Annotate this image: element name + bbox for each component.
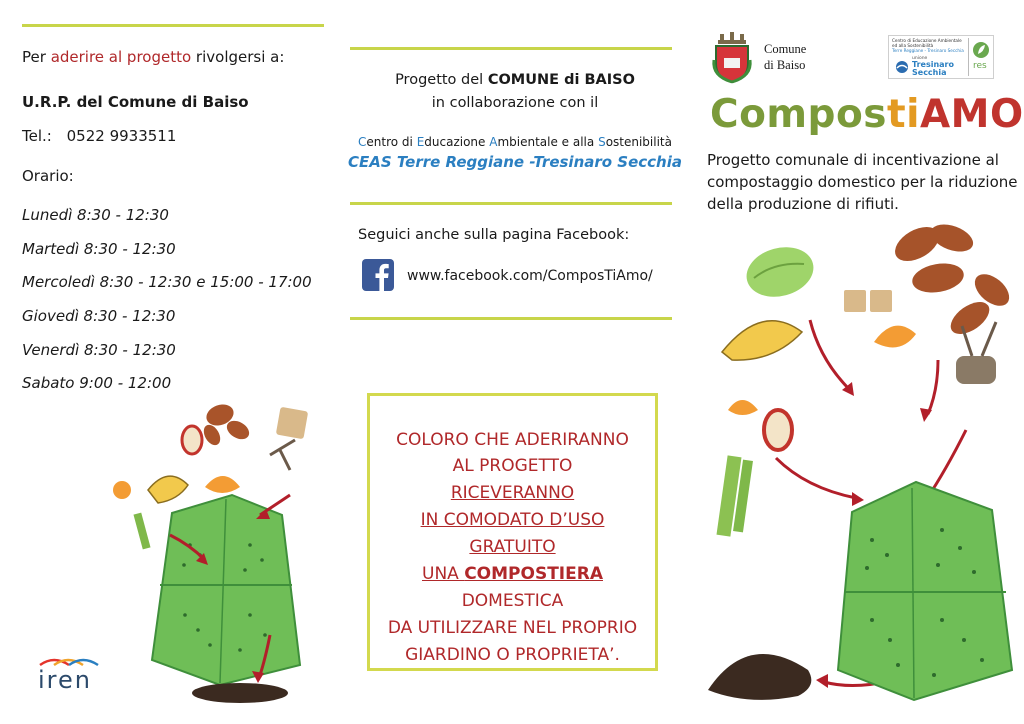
tel-value: 0522 9933511	[66, 127, 177, 145]
ceas-part-2: ducazione	[424, 135, 490, 149]
promo-line-9: GIARDINO O PROPRIETA’.	[405, 645, 620, 665]
comune-crest-icon	[712, 30, 752, 84]
title-amo: AMO	[920, 92, 1024, 137]
middle-panel	[340, 0, 690, 724]
title-ti: ti	[886, 92, 920, 137]
tresinaro-swoosh-icon	[895, 60, 909, 74]
hours-thursday: Giovedì 8:30 - 12:30	[22, 307, 176, 325]
project-line	[340, 72, 690, 88]
tel-label: Tel.:	[22, 127, 52, 145]
comune-line-2: di Baiso	[764, 58, 806, 72]
ceas-name: CEAS Terre Reggiane -Tresinaro Secchia	[347, 153, 682, 171]
promo-line-2: AL PROGETTO	[452, 456, 573, 476]
hours-label: Orario:	[22, 167, 74, 185]
intro-before: Per	[22, 48, 51, 66]
promo-line-8: DA UTILIZZARE NEL PROPRIO	[387, 618, 638, 638]
promo-line-6	[370, 564, 655, 584]
project-prefix: Progetto del	[395, 72, 488, 88]
office-name: U.R.P. del Comune di Baiso	[22, 93, 249, 111]
phone-line	[22, 127, 176, 145]
project-bold: COMUNE di BAISO	[487, 72, 635, 88]
compost-illustration-right	[702, 220, 1022, 720]
ceas-cap-e: E	[416, 135, 425, 149]
hours-wednesday: Mercoledì 8:30 - 12:30 e 15:00 - 17:00	[22, 273, 312, 291]
description-line-1: Progetto comunale di incentivazione al	[707, 151, 999, 169]
promo-line-3: RICEVERANNO	[450, 483, 575, 503]
intro-after: rivolgersi a:	[191, 48, 285, 66]
description-line-3: della produzione di rifiuti.	[707, 195, 899, 213]
iren-logo-mark	[38, 655, 100, 667]
rule-3	[350, 317, 672, 320]
promo-line-7: DOMESTICA	[461, 591, 564, 611]
ceas-logo-unione: unione	[912, 56, 928, 61]
hours-saturday: Sabato 9:00 - 12:00	[22, 374, 172, 392]
promo-line-6-prefix: UNA	[422, 564, 465, 584]
ceas-cap-c: C	[358, 135, 367, 149]
title-compos: Compos	[710, 92, 887, 137]
res-logo-text: res	[973, 61, 987, 71]
ceas-full-name	[340, 135, 690, 149]
collab-line: in collaborazione con il	[431, 95, 599, 111]
hours-friday: Venerdì 8:30 - 12:30	[22, 341, 176, 359]
facebook-icon[interactable]	[362, 259, 394, 291]
ceas-cap-s: S	[598, 135, 606, 149]
intro-accent: aderire al progetto	[50, 48, 192, 66]
facebook-link[interactable]: www.facebook.com/ComposTiAmo/	[407, 268, 653, 284]
ceas-logo-line-3: Terre Reggiane - Tresinaro Secchia	[892, 48, 964, 53]
compostiamo-title	[710, 92, 1024, 137]
ceas-cap-a: A	[489, 135, 498, 149]
ceas-logo-mark: Tresinaro Secchia	[912, 60, 954, 77]
ceas-logo-line-1: Centro di Educazione Ambientale	[892, 38, 962, 43]
contact-intro	[22, 48, 284, 66]
compost-illustration-left	[100, 395, 330, 705]
comune-line-1: Comune	[764, 42, 807, 56]
comune-label	[764, 41, 806, 73]
iren-logo	[38, 655, 100, 693]
hours-tuesday: Martedì 8:30 - 12:30	[22, 240, 176, 258]
rule-1	[350, 47, 672, 50]
ceas-logo-divider	[968, 38, 969, 76]
rule-2	[350, 202, 672, 205]
promo-line-1: COLORO CHE ADERIRANNO	[396, 430, 629, 450]
promo-box	[367, 393, 658, 671]
ceas-part-1: entro di	[366, 135, 417, 149]
ceas-logo	[888, 35, 994, 79]
facebook-follow: Seguici anche sulla pagina Facebook:	[358, 227, 630, 243]
left-panel	[0, 0, 340, 724]
hours-monday: Lunedì 8:30 - 12:30	[22, 206, 169, 224]
iren-logo-text: iren	[38, 666, 92, 694]
ceas-logo-text	[892, 38, 964, 53]
top-rule	[22, 24, 324, 27]
promo-line-6-bold: COMPOSTIERA	[464, 564, 603, 584]
res-leaf-icon	[972, 41, 990, 59]
promo-line-4: IN COMODATO D’USO	[420, 510, 605, 530]
ceas-logo-line-2: ed alla Sostenibilità	[892, 43, 934, 48]
ceas-part-3: mbientale e alla	[497, 135, 599, 149]
right-panel	[690, 0, 1024, 724]
ceas-part-4: ostenibilità	[605, 135, 672, 149]
promo-line-5: GRATUITO	[469, 537, 556, 557]
description-line-2: compostaggio domestico per la riduzione	[707, 173, 1018, 191]
